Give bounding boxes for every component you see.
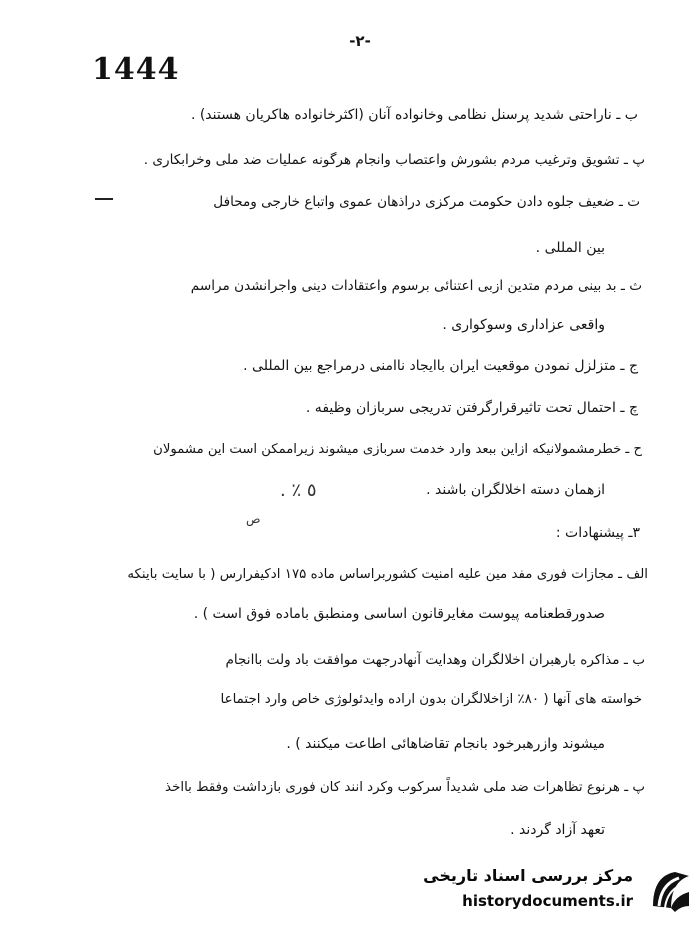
text-line: ج ـ متزلزل نمودن موقعیت ایران باایجاد ناامنی درمراجع بین المللی . [243, 358, 638, 374]
text-line: پ ـ هرنوع تظاهرات ضد ملی شدیداً سرکوب وکرد انند کان فوری بازداشت وفقط بااخذ [165, 780, 645, 795]
text-line: بین المللی . [535, 240, 605, 256]
text-line: ب ـ ناراحتی شدید پرسنل نظامی وخانواده آنان (اکثرخانواده هاکریان هستند) . [190, 107, 638, 123]
text-line: خواسته های آنها ( ۸۰٪ ازاخلالگران بدون اراده وایدئولوژی خاص وارد اجتماعا [220, 692, 642, 707]
watermark-logo [420, 862, 695, 920]
book-logo-icon [645, 866, 695, 916]
text-line: تعهد آزاد گردند . [510, 822, 605, 838]
handwritten-mark: ص [246, 512, 261, 526]
text-line: صدورقطعنامه پیوست مغایرقانون اساسی ومنطبق باماده فوق است ) . [193, 606, 605, 622]
text-line: ت ـ ضعیف جلوه دادن حکومت مرکزی دراذهان عموی واتباع خارجی ومحافل [213, 194, 640, 210]
page-number: -۲- [349, 32, 371, 50]
text-line: ازهمان دسته اخلالگران باشند . [426, 482, 605, 498]
text-line: پ ـ تشویق وترغیب مردم بشورش واعتصاب وانجام هرگونه عملیات ضد ملی وخرابکاری . [143, 152, 645, 168]
handwritten-marks: . ٪ ٥ [280, 480, 317, 501]
text-line: ث ـ بد بینی مردم متدین ازبی اعتنائی برسوم واعتقادات دینی واجرانشدن مراسم [190, 278, 642, 294]
text-line: ح ـ خطرمشمولانیکه ازاین ببعد وارد خدمت سربازی میشوند زیراممکن است این مشمولان [153, 442, 642, 457]
dash-mark [95, 198, 113, 200]
text-line: میشوند وازرهبرخود بانجام تقاضاهائی اطاعت میکنند ) . [286, 736, 605, 752]
text-line: واقعی عزاداری وسوکواری . [442, 317, 605, 333]
logo-persian-text: مرکز بررسی اسناد تاریخی [423, 866, 633, 885]
text-line: الف ـ مجازات فوری مفد مین علیه امنیت کشوربراساس ماده ۱۷۵ ادکیفرارس ( با سایت باینکه [127, 567, 648, 582]
text-line: ب ـ مذاکره بارهبران اخلالگران وهدایت آنهادرجهت موافقت باد ولت باانجام [225, 652, 645, 668]
text-line: چ ـ احتمال تحت تاثیرقرارگرفتن تدریجی سربازان وظیفه . [305, 400, 638, 416]
section-heading: ۳ـ پیشنهادات : [555, 525, 640, 541]
logo-url-text: historydocuments.ir [462, 892, 633, 910]
document-number: 1444 [92, 52, 180, 87]
